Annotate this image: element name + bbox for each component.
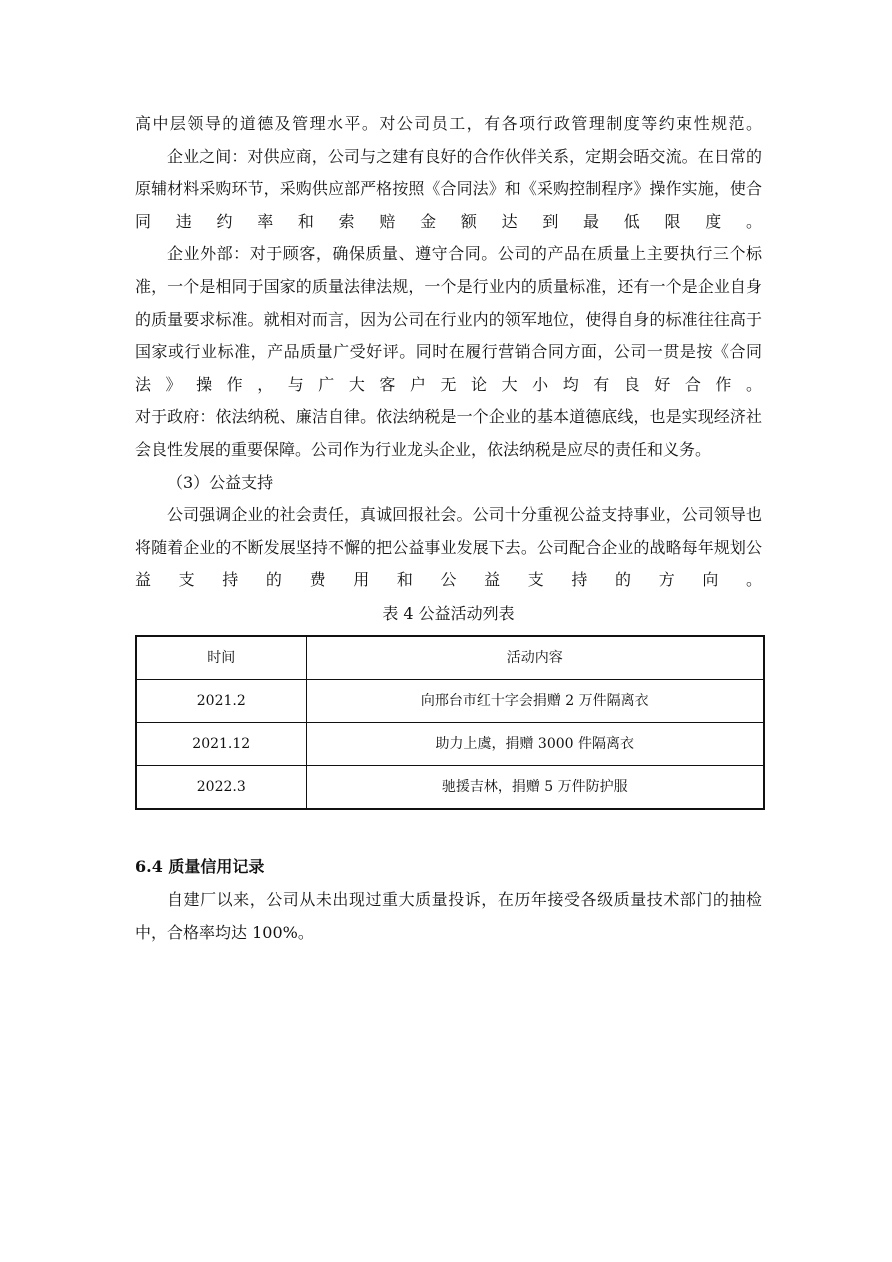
cell-activity: 助力上虞，捐赠 3000 件隔离衣 bbox=[306, 722, 764, 765]
paragraph-leadership: 高中层领导的道德及管理水平。对公司员工，有各项行政管理制度等约束性规范。 bbox=[135, 114, 762, 133]
public-welfare-table bbox=[135, 635, 765, 810]
table-header-row bbox=[136, 636, 764, 680]
cell-activity: 驰援吉林，捐赠 5 万件防护服 bbox=[306, 765, 764, 809]
cell-time: 2022.3 bbox=[136, 765, 306, 809]
paragraph-suppliers: 企业之间：对供应商，公司与之建有良好的合作伙伴关系，定期会晤交流。在日常的原辅材料采购环节，采购供应部严格按照《合同法》和《采购控制程序》操作实施，使合同违约率和索赔金额达到最低限度。 bbox=[135, 146, 762, 231]
paragraph-government: 对于政府：依法纳税、廉洁自律。依法纳税是一个企业的基本道德底线，也是实现经济社会良性发展的重要保障。公司作为行业龙头企业，依法纳税是应尽的责任和义务。 bbox=[135, 407, 762, 459]
paragraph-customers: 企业外部：对于顾客，确保质量、遵守合同。公司的产品在质量上主要执行三个标准，一个是相同于国家的质量法律法规，一个是行业内的质量标准，还有一个是企业自身的质量要求标准。就相对而言，因为公司在行业内的领军地位，使得自身的标准往往高于国家或行业标准，产品质量广受好评。同时在履行营销合同方面，公司一贯是按《合同法》操作，与广大客户无论大小均有良好合作。 bbox=[135, 244, 762, 394]
table-row bbox=[136, 765, 764, 809]
subheading-public-welfare: （3）公益支持 bbox=[167, 472, 274, 492]
table-caption: 表 4 公益活动列表 bbox=[382, 603, 515, 623]
header-time: 时间 bbox=[136, 636, 306, 680]
section-title: 6.4 质量信用记录 bbox=[135, 856, 265, 876]
paragraph-quality-record: 自建厂以来，公司从未出现过重大质量投诉，在历年接受各级质量技术部门的抽检中，合格率均达 100%。 bbox=[135, 889, 762, 942]
cell-time: 2021.12 bbox=[136, 722, 306, 765]
cell-time: 2021.2 bbox=[136, 679, 306, 722]
document-page bbox=[135, 108, 762, 949]
table-row bbox=[136, 679, 764, 722]
paragraph-public-welfare: 公司强调企业的社会责任，真诚回报社会。公司十分重视公益支持事业，公司领导也将随着企业的不断发展坚持不懈的把公益事业发展下去。公司配合企业的战略每年规划公益支持的费用和公益支持的方向。 bbox=[135, 505, 762, 590]
table-row bbox=[136, 722, 764, 765]
cell-activity: 向邢台市红十字会捐赠 2 万件隔离衣 bbox=[306, 679, 764, 722]
header-activity: 活动内容 bbox=[306, 636, 764, 680]
